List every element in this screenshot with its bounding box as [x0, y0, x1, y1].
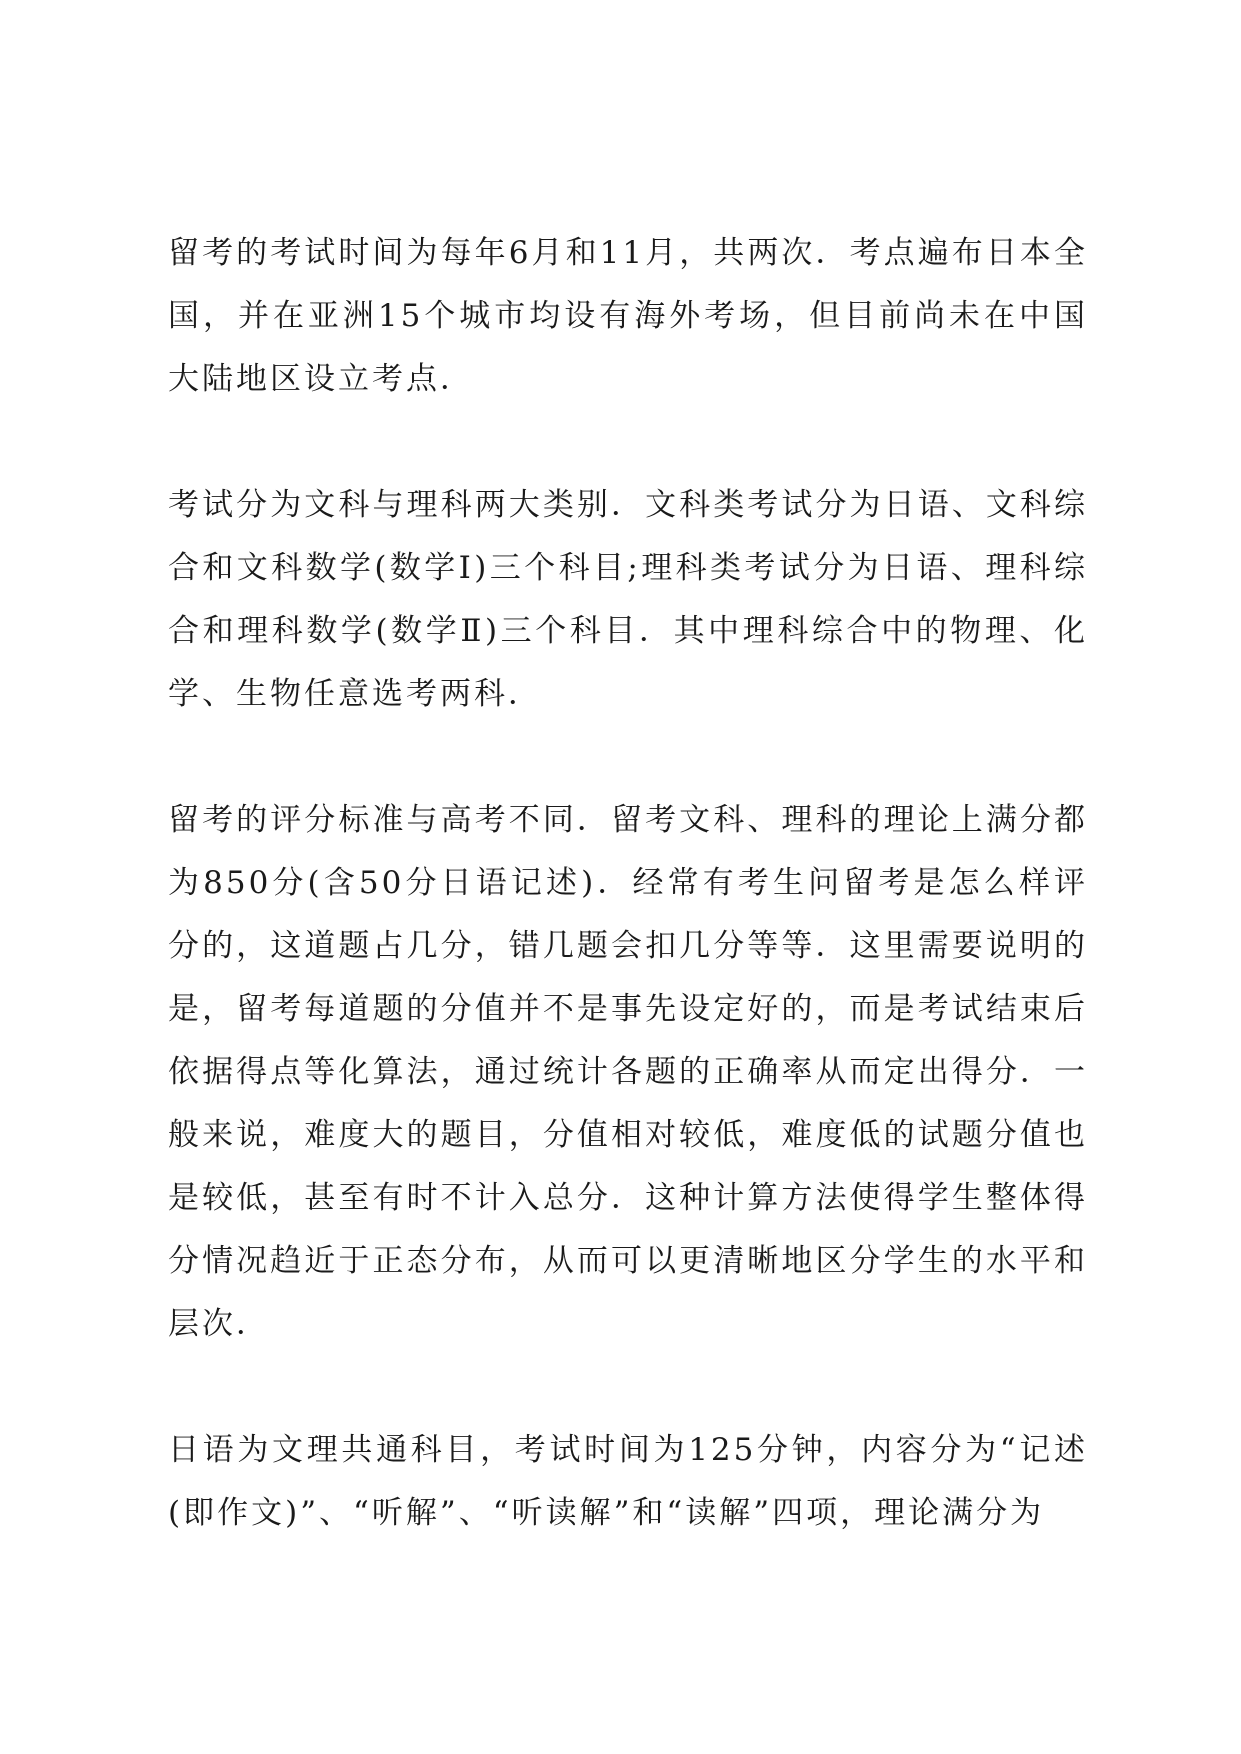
paragraph-japanese-subject: 日语为文理共通科目，考试时间为125分钟，内容分为“记述(即作文)”、“听解”、“听读解”和“读解”四项，理论满分为 [168, 1432, 1088, 1531]
paragraph-exam-categories: 考试分为文科与理科两大类别．文科类考试分为日语、文科综合和文科数学(数学Ⅰ)三个科目;理科类考试分为日语、理科综合和理科数学(数学Ⅱ)三个科目．其中理科综合中的物理、化学、生物任意选考两科． [168, 487, 1088, 712]
paragraph-exam-schedule: 留考的考试时间为每年6月和11月，共两次．考点遍布日本全国，并在亚洲15个城市均设有海外考场，但目前尚未在中国大陆地区设立考点． [168, 235, 1088, 397]
paragraph-scoring-standard: 留考的评分标准与高考不同．留考文科、理科的理论上满分都为850分(含50分日语记述)．经常有考生问留考是怎么样评分的，这道题占几分，错几题会扣几分等等．这里需要说明的是，留考每道题的分值并不是事先设定好的，而是考试结束后依据得点等化算法，通过统计各题的正确率从而定出得分．一般来说，难度大的题目，分值相对较低，难度低的试题分值也是较低，甚至有时不计入总分．这种计算方法使得学生整体得分情况趋近于正态分布，从而可以更清晰地区分学生的水平和层次． [168, 802, 1088, 1342]
document-page [168, 222, 1088, 1545]
